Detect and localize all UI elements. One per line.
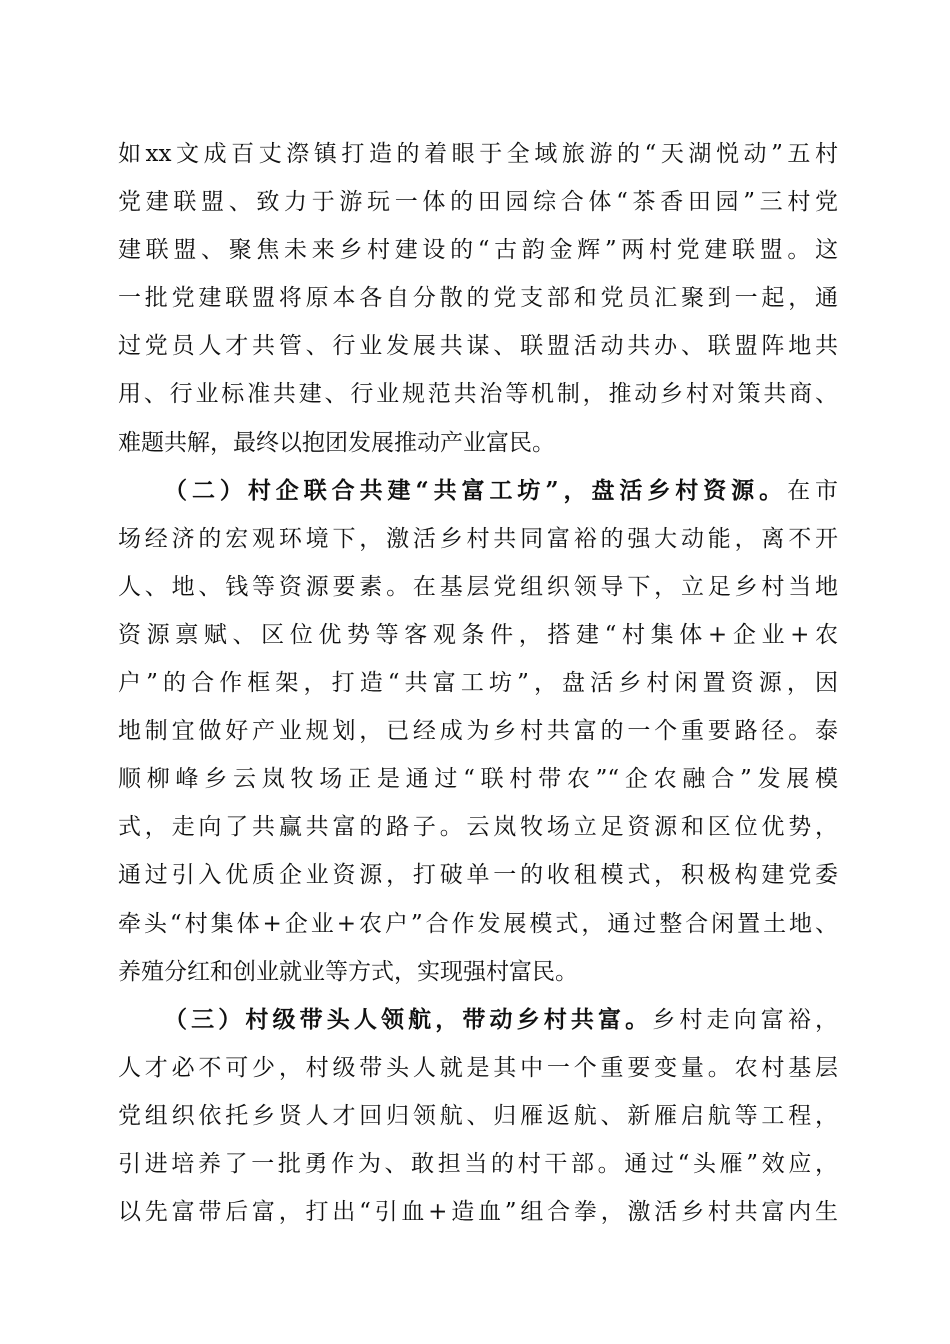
paragraph-line: 建联盟、聚焦未来乡村建设的“古韵金辉”两村党建联盟。这 — [118, 237, 838, 264]
paragraph-line: 以先富带后富，打出“引血+造血”组合拳，激活乡村共富内生 — [118, 1199, 838, 1226]
paragraph-line: 资源禀赋、区位优势等客观条件，搭建“村集体+企业+农 — [118, 621, 838, 648]
paragraph-line: 党建联盟、致力于游玩一体的田园综合体“茶香田园”三村党 — [118, 189, 838, 216]
body-text — [118, 138, 838, 1244]
paragraph-line: 地制宜做好产业规划，已经成为乡村共富的一个重要路径。泰 — [118, 718, 838, 745]
section-heading: （二）村企联合共建“共富工坊”，盘活乡村资源。 — [164, 476, 788, 504]
paragraph-line: 场经济的宏观环境下，激活乡村共同富裕的强大动能，离不开 — [118, 525, 838, 552]
paragraph-line: 难题共解，最终以抱团发展推动产业富民。 — [118, 429, 555, 456]
section-heading-tail: 乡村走向富裕， — [652, 1006, 838, 1033]
paragraph-line: 引进培养了一批勇作为、敢担当的村干部。通过“头雁”效应， — [118, 1150, 838, 1177]
section-heading-line — [118, 1004, 838, 1052]
paragraph-line: 人、地、钱等资源要素。在基层党组织领导下，立足乡村当地 — [118, 573, 838, 600]
paragraph-line: 一批党建联盟将原本各自分散的党支部和党员汇聚到一起，通 — [118, 285, 838, 312]
section-heading-tail: 在市 — [787, 477, 839, 504]
paragraph-line: 用、行业标准共建、行业规范共治等机制，推动乡村对策共商、 — [118, 381, 838, 408]
paragraph-line: 户”的合作框架，打造“共富工坊”，盘活乡村闲置资源，因 — [118, 670, 838, 697]
paragraph-line: 牵头“村集体+企业+农户”合作发展模式，通过整合闲置土地、 — [118, 910, 838, 937]
paragraph-line: 通过引入优质企业资源，打破单一的收租模式，积极构建党委 — [118, 862, 838, 889]
section-heading: （三）村级带头人领航，带动乡村共富。 — [164, 1005, 653, 1033]
paragraph-line: 式，走向了共赢共富的路子。云岚牧场立足资源和区位优势， — [118, 814, 838, 841]
paragraph-line: 顺柳峰乡云岚牧场正是通过“联村带农”“企农融合”发展模 — [118, 766, 838, 793]
paragraph-line: 养殖分红和创业就业等方式，实现强村富民。 — [118, 958, 578, 985]
section-heading-line — [118, 475, 838, 523]
paragraph-line: 人才必不可少，村级带头人就是其中一个重要变量。农村基层 — [118, 1054, 838, 1081]
paragraph-line: 过党员人才共管、行业发展共谋、联盟活动共办、联盟阵地共 — [118, 333, 838, 360]
paragraph-line: 如xx文成百丈漈镇打造的着眼于全域旅游的“天湖悦动”五村 — [118, 141, 838, 167]
paragraph-line: 党组织依托乡贤人才回归领航、归雁返航、新雁启航等工程， — [118, 1102, 838, 1129]
